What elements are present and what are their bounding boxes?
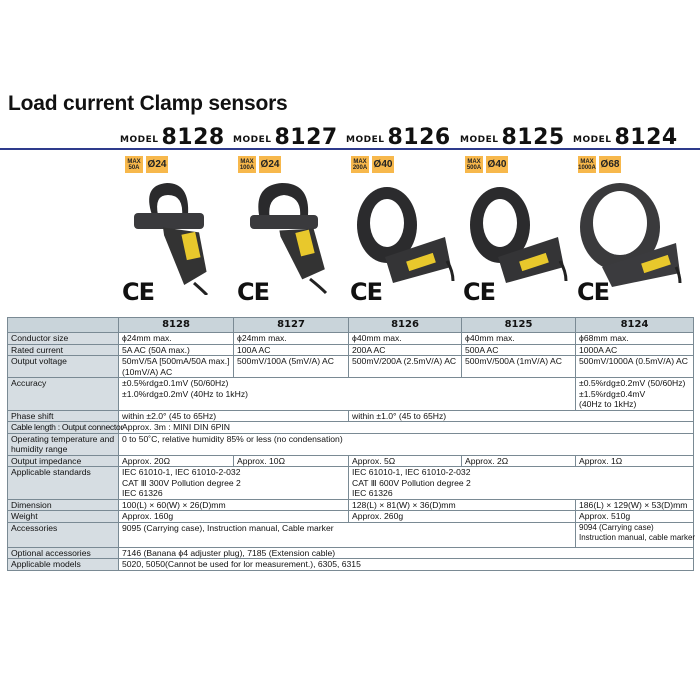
- table-cell: 9094 (Carrying case) Instruction manual, cable marker: [576, 522, 694, 547]
- model-number: 8125: [501, 125, 565, 150]
- column-header: 8124: [576, 318, 694, 333]
- model-heading-8127: [233, 125, 338, 150]
- row-label: Output impedance: [8, 455, 119, 467]
- diameter-badge: Ø68: [599, 156, 621, 173]
- table-cell: within ±2.0° (45 to 65Hz): [119, 410, 349, 422]
- table-cell: 100A AC: [234, 344, 349, 356]
- clamp-sensor-8128-image: [112, 175, 222, 295]
- table-cell: 5020, 5050(Cannot be used for lor measurement.), 6305, 6315: [119, 559, 694, 571]
- max-current-badge: MAX 500A: [465, 156, 483, 173]
- header-rule: [0, 148, 700, 150]
- table-cell: 500mV/100A (5mV/A) AC: [234, 356, 349, 378]
- header-empty: [8, 318, 119, 333]
- table-cell: 500A AC: [462, 344, 576, 356]
- model-number: 8128: [161, 125, 225, 150]
- table-cell: ϕ40mm max.: [349, 333, 462, 345]
- table-row: [8, 344, 694, 356]
- model-number: 8127: [274, 125, 338, 150]
- table-row: [8, 467, 694, 500]
- spec-table: [7, 317, 694, 571]
- clamp-sensor-8127-image: [232, 175, 342, 295]
- clamp-sensor-8125-image: [458, 175, 568, 295]
- row-label: Operating temperature and humidity range: [8, 433, 119, 455]
- max-current-badge: MAX 1000A: [578, 156, 596, 173]
- table-cell: Approx. 20Ω: [119, 455, 234, 467]
- table-cell: ϕ24mm max.: [234, 333, 349, 345]
- column-header: 8128: [119, 318, 234, 333]
- table-header-row: [8, 318, 694, 333]
- table-cell: 500mV/1000A (0.5mV/A) AC: [576, 356, 694, 378]
- ce-mark: CE: [577, 278, 610, 306]
- table-cell: 128(L) × 81(W) × 36(D)mm: [349, 499, 576, 511]
- model-heading-8126: [346, 125, 451, 150]
- table-cell: 50mV/5A [500mA/50A max.] (10mV/A) AC: [119, 356, 234, 378]
- model-prefix: MODEL: [233, 135, 272, 145]
- table-cell: 9095 (Carrying case), Instruction manual, Cable marker: [119, 522, 576, 547]
- table-row: [8, 433, 694, 455]
- table-cell: Approx. 510g: [576, 511, 694, 523]
- table-cell: ϕ24mm max.: [119, 333, 234, 345]
- table-cell: Approx. 1Ω: [576, 455, 694, 467]
- clamp-sensor-8124-image: [572, 175, 682, 295]
- column-header: 8127: [234, 318, 349, 333]
- model-heading-8124: [573, 125, 678, 150]
- row-label: Applicable models: [8, 559, 119, 571]
- row-label: Output voltage: [8, 356, 119, 378]
- diameter-badge: Ø40: [486, 156, 508, 173]
- table-cell: 100(L) × 60(W) × 26(D)mm: [119, 499, 349, 511]
- row-label: Weight: [8, 511, 119, 523]
- row-label: Cable length : Output connector: [8, 422, 119, 434]
- table-cell: Approx. 3m : MINI DIN 6PIN: [119, 422, 694, 434]
- table-row: [8, 410, 694, 422]
- table-cell: 186(L) × 129(W) × 53(D)mm: [576, 499, 694, 511]
- model-prefix: MODEL: [120, 135, 159, 145]
- table-row: [8, 511, 694, 523]
- diameter-badge: Ø24: [259, 156, 281, 173]
- table-row: [8, 547, 694, 559]
- table-cell: ϕ40mm max.: [462, 333, 576, 345]
- diameter-badge: Ø24: [146, 156, 168, 173]
- row-label: Accessories: [8, 522, 119, 547]
- row-label: Rated current: [8, 344, 119, 356]
- row-label: Dimension: [8, 499, 119, 511]
- table-cell: Approx. 260g: [349, 511, 576, 523]
- model-number: 8124: [614, 125, 678, 150]
- max-current-badge: MAX 200A: [351, 156, 369, 173]
- row-label: Phase shift: [8, 410, 119, 422]
- table-cell: 200A AC: [349, 344, 462, 356]
- clamp-sensor-8126-image: [345, 175, 455, 295]
- table-cell: 0 to 50˚C, relative humidity 85% or less (no condensation): [119, 433, 694, 455]
- table-cell: Approx. 5Ω: [349, 455, 462, 467]
- ce-mark: CE: [463, 278, 496, 306]
- column-header: 8125: [462, 318, 576, 333]
- model-number: 8126: [387, 125, 451, 150]
- table-cell: IEC 61010-1, IEC 61010-2-032 CAT Ⅲ 600V Pollution degree 2 IEC 61326: [349, 467, 694, 500]
- model-prefix: MODEL: [346, 135, 385, 145]
- row-label: Optional accessories: [8, 547, 119, 559]
- model-prefix: MODEL: [460, 135, 499, 145]
- diameter-badge: Ø40: [372, 156, 394, 173]
- table-row: [8, 455, 694, 467]
- table-cell: 500mV/200A (2.5mV/A) AC: [349, 356, 462, 378]
- table-cell: Approx. 160g: [119, 511, 349, 523]
- table-row: [8, 499, 694, 511]
- table-cell: 5A AC (50A max.): [119, 344, 234, 356]
- table-cell: 7146 (Banana ϕ4 adjuster plug), 7185 (Extension cable): [119, 547, 694, 559]
- ce-mark: CE: [122, 278, 155, 306]
- table-cell: ±0.5%rdg±0.2mV (50/60Hz) ±1.5%rdg±0.4mV (40Hz to 1kHz): [576, 378, 694, 411]
- table-row: [8, 522, 694, 547]
- table-cell: Approx. 10Ω: [234, 455, 349, 467]
- model-heading-8125: [460, 125, 565, 150]
- max-current-badge: MAX 50A: [125, 156, 143, 173]
- row-label: Accuracy: [8, 378, 119, 411]
- table-row: [8, 559, 694, 571]
- table-cell: 1000A AC: [576, 344, 694, 356]
- table-row: [8, 356, 694, 378]
- model-heading-8128: [120, 125, 225, 150]
- row-label: Conductor size: [8, 333, 119, 345]
- max-current-badge: MAX 100A: [238, 156, 256, 173]
- table-row: [8, 422, 694, 434]
- ce-mark: CE: [350, 278, 383, 306]
- table-cell: ϕ68mm max.: [576, 333, 694, 345]
- model-prefix: MODEL: [573, 135, 612, 145]
- table-row: [8, 333, 694, 345]
- table-cell: Approx. 2Ω: [462, 455, 576, 467]
- ce-mark: CE: [237, 278, 270, 306]
- table-cell: within ±1.0° (45 to 65Hz): [349, 410, 694, 422]
- table-row: [8, 378, 694, 411]
- column-header: 8126: [349, 318, 462, 333]
- table-cell: IEC 61010-1, IEC 61010-2-032 CAT Ⅲ 300V Pollution degree 2 IEC 61326: [119, 467, 349, 500]
- page-title: Load current Clamp sensors: [8, 92, 288, 115]
- row-label: Applicable standards: [8, 467, 119, 500]
- table-cell: ±0.5%rdg±0.1mV (50/60Hz) ±1.0%rdg±0.2mV (40Hz to 1kHz): [119, 378, 576, 411]
- table-cell: 500mV/500A (1mV/A) AC: [462, 356, 576, 378]
